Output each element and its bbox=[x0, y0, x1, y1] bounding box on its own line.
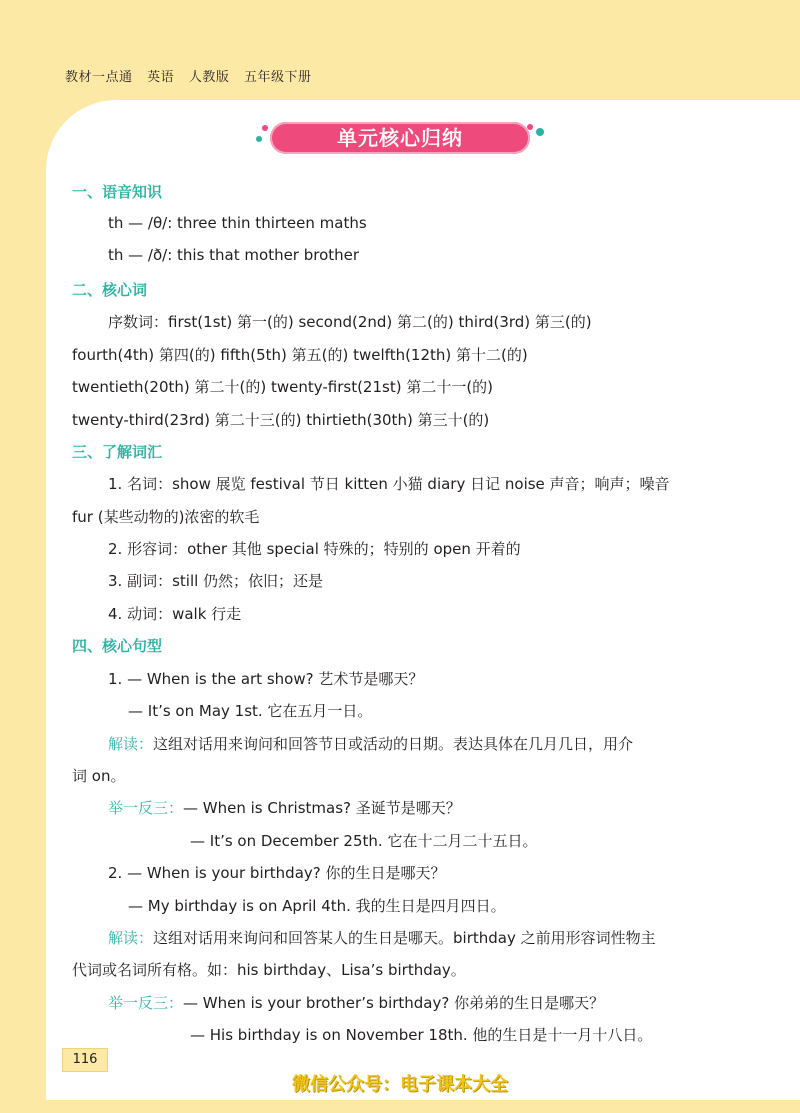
pattern-1-note-cont: 词 on。 bbox=[72, 767, 126, 785]
note-tag: 解读： bbox=[108, 929, 154, 947]
grade-name: 五年级下册 bbox=[243, 70, 312, 85]
watermark-footer: 微信公众号：电子课本大全 bbox=[292, 1074, 508, 1095]
section-heading-phonics: 一、语音知识 bbox=[72, 183, 163, 201]
vocab-line-5: 4. 动词：walk 行走 bbox=[108, 605, 242, 623]
vocab-line-3: 2. 形容词：other 其他 special 特殊的；特别的 open 开着的 bbox=[108, 540, 521, 558]
pattern-2-example-answer: — His birthday is on November 18th. 他的生日是十一月十八日。 bbox=[190, 1026, 653, 1044]
pattern-2-answer: — My birthday is on April 4th. 我的生日是四月四日。 bbox=[128, 897, 506, 915]
example-text: — When is your brother’s birthday? 你弟弟的生日是哪天？ bbox=[183, 994, 605, 1012]
decor-dot-left-teal bbox=[256, 136, 262, 142]
vocab-line-2: fur (某些动物的)浓密的软毛 bbox=[72, 508, 260, 526]
pattern-2-note-cont: 代词或名词所有格。如：his birthday、Lisa’s birthday。 bbox=[72, 961, 466, 979]
vocab-line-1: 1. 名词：show 展览 festival 节日 kitten 小猫 diary 日记 noise 声音；响声；噪音 bbox=[108, 475, 670, 493]
decor-dot-right-pink bbox=[527, 124, 533, 130]
core-word-line-4: twenty-third(23rd) 第二十三(的) thirtieth(30th) 第三十(的) bbox=[72, 411, 490, 429]
core-word-line-1: 序数词：first(1st) 第一(的) second(2nd) 第二(的) third(3rd) 第三(的) bbox=[108, 313, 592, 331]
example-tag: 举一反三： bbox=[108, 994, 184, 1012]
pattern-1-answer: — It’s on May 1st. 它在五月一日。 bbox=[128, 702, 373, 720]
section-heading-patterns: 四、核心句型 bbox=[72, 637, 163, 655]
note-tag: 解读： bbox=[108, 735, 154, 753]
pattern-2-example-question bbox=[108, 992, 604, 1013]
pattern-2-question: 2. — When is your birthday? 你的生日是哪天？ bbox=[108, 864, 446, 882]
section-heading-core-words: 二、核心词 bbox=[72, 281, 148, 299]
note-text: 这组对话用来询问和回答某人的生日是哪天。birthday 之前用形容词性物主 bbox=[153, 929, 656, 947]
pattern-1-note bbox=[108, 733, 633, 754]
core-word-line-3: twentieth(20th) 第二十(的) twenty-first(21st) 第二十一(的) bbox=[72, 378, 494, 396]
decor-dot-right-teal bbox=[536, 128, 544, 136]
decor-dot-left-pink bbox=[262, 125, 268, 131]
pattern-1-example-answer: — It’s on December 25th. 它在十二月二十五日。 bbox=[190, 832, 538, 850]
pattern-1-example-question bbox=[108, 797, 461, 818]
core-word-line-2: fourth(4th) 第四(的) fifth(5th) 第五(的) twelfth(12th) 第十二(的) bbox=[72, 346, 528, 364]
note-text: 这组对话用来询问和回答节日或活动的日期。表达具体在几月几日，用介 bbox=[153, 735, 634, 753]
phonics-line-2: th — /ð/: this that mother brother bbox=[108, 246, 360, 264]
page-number: 116 bbox=[62, 1048, 108, 1072]
section-banner bbox=[270, 122, 530, 154]
pattern-2-note bbox=[108, 927, 656, 948]
edition-name: 人教版 bbox=[188, 70, 230, 85]
pattern-1-question: 1. — When is the art show? 艺术节是哪天？ bbox=[108, 670, 424, 688]
section-heading-vocab: 三、了解词汇 bbox=[72, 443, 163, 461]
book-name: 教材一点通 bbox=[65, 70, 133, 85]
book-header bbox=[65, 66, 321, 85]
subject-name: 英语 bbox=[147, 70, 175, 85]
example-text: — When is Christmas? 圣诞节是哪天？ bbox=[183, 799, 461, 817]
example-tag: 举一反三： bbox=[108, 799, 184, 817]
phonics-line-1: th — /θ/: three thin thirteen maths bbox=[108, 214, 367, 232]
banner-title: 单元核心归纳 bbox=[337, 126, 463, 150]
vocab-line-4: 3. 副词：still 仍然；依旧；还是 bbox=[108, 572, 324, 590]
